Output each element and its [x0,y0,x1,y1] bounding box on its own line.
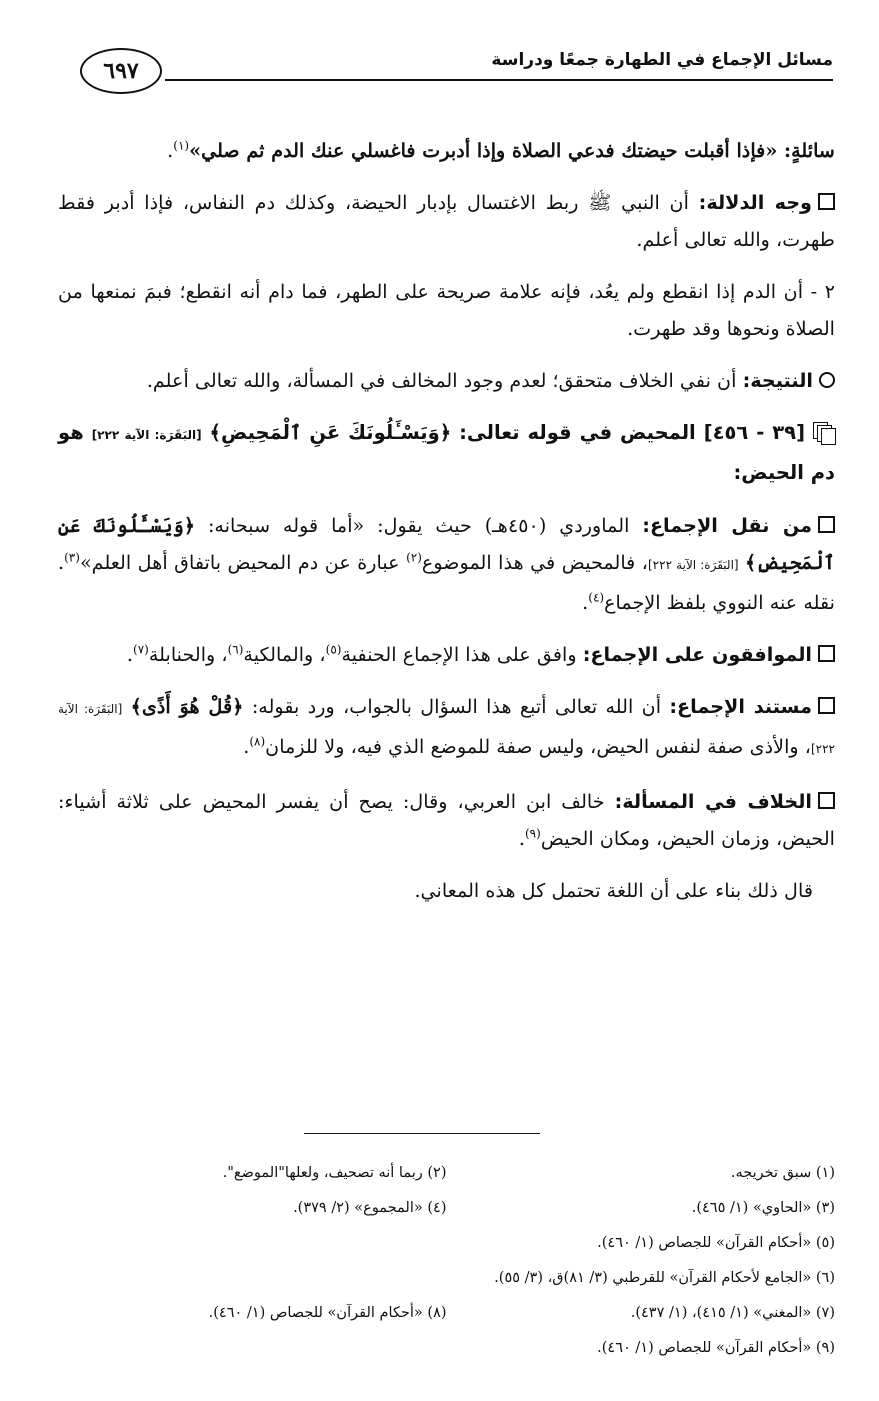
paragraph-text: أن النبي ﷺ ربط الاغتسال بإدبار الحيضة، وكذلك دم النفاس، فإذا أدبر فقط طهرت، والله تعالى أعلم. [58,191,835,251]
paragraph-text: أن نفي الخلاف متحقق؛ لعدم وجود المخالف في المسألة، والله تعالى أعلم. [146,369,737,392]
footnote-row [58,1296,835,1331]
footnote-ref: (٣) [64,550,80,565]
page-number: ٦٩٧ [80,48,162,94]
section-label: مستند الإجماع: [669,695,812,718]
footnote-row [58,1226,835,1261]
footnote-separator [304,1133,540,1134]
footnote: (٤) «المجموع» (٢/ ٣٧٩). [293,1200,447,1216]
square-bullet-icon [818,516,835,533]
footnote: (٧) «المغني» (١/ ٤١٥)، (١/ ٤٣٧). [630,1305,835,1321]
footnote-ref: (١) [173,138,190,153]
square-bullet-icon [818,792,835,809]
paragraph-evidence [58,184,835,258]
footnote: (٥) «أحكام القرآن» للجصاص (١/ ٤٦٠). [597,1235,835,1251]
footnote-ref: (٤) [588,590,605,605]
footnote: (٣) «الحاوي» (١/ ٤٦٥). [691,1200,835,1216]
verse-reference: [البَقَرَة: الآية ٢٢٢] [58,702,835,756]
footnote-ref: (٨) [249,734,266,749]
section-label: الموافقون على الإجماع: [582,643,812,666]
section-label: من نقل الإجماع: [642,514,812,537]
square-bullet-icon [818,645,835,662]
footnote-ref: (٩) [524,826,541,841]
footnote-row [58,1156,835,1191]
footnote-row [58,1191,835,1226]
paragraph-disagreement: الخلاف في المسألة: خالف ابن العربي، وقال: يصح أن يفسر المحيض على ثلاثة أشياء: الحيض، وزمان الحيض، ومكان الحيض$^{(٩)}$. [58,790,835,850]
footnote-ref: (٥) [325,642,342,657]
header-rule [165,79,833,81]
running-title: مسائل الإجماع في الطهارة جمعًا ودراسة [491,50,833,70]
paragraph-consensus-transmitter: من نقل الإجماع: الماوردي (٤٥٠هـ) حيث يقول: «أما قوله سبحانه: ﴿وَيَسْـَٔلُونَكَ عَنِ ٱلْمَحِيضِ﴾ [البَقَرَة: الآية ٢٢٢]، فالمحيض في هذا الموضوع$^{(٢)}$ عبارة عن دم المحيض باتفاق أهل العلم»$^{(٣)}$. نقله عنه النووي بلفظ الإجماع$^{(٤)}$. [58,514,835,614]
footnote-ref: (٢) [406,550,422,565]
footnote: (٢) ربما أنه تصحيف، ولعلها"الموضع". [222,1165,447,1181]
issue-heading: [٣٩ - ٤٥٦] المحيض في قوله تعالى: ﴿وَيَسْـَٔلُونَكَ عَنِ ٱلْمَحِيضِ﴾ [البَقَرَة: الآية ٢٢٢] هو دم الحيض: [58,421,835,484]
footnote: (١) سبق تخريجه. [730,1165,835,1181]
quran-verse: ﴿وَيَسْـَٔلُونَكَ عَنِ ٱلْمَحِيضِ﴾ [209,421,452,444]
paragraph-result [58,362,835,399]
paragraph-hadith: سائلةٍ: «فإذا أقبلت حيضتك فدعي الصلاة وإذا أدبرت فاغسلي عنك الدم ثم صلي»$^{(١)}$. [167,138,835,162]
paragraph-text: قال ذلك بناء على أن اللغة تحتمل كل هذه المعاني. [414,879,813,902]
paragraph-second-point [58,273,835,347]
footnote-ref: (٧) [133,642,149,657]
verse-reference: [البَقَرَة: الآية ٢٢٢] [91,428,202,442]
documents-icon [813,422,835,442]
footnotes [58,1156,835,1366]
footnote-row [58,1261,835,1296]
section-label: الخلاف في المسألة: [614,790,812,813]
hadith-text: سائلةٍ: «فإذا أقبلت حيضتك فدعي الصلاة وإذا أدبرت فاغسلي عنك الدم ثم صلي» [189,139,835,162]
footnote: (٨) «أحكام القرآن» للجصاص (١/ ٤٦٠). [208,1305,447,1321]
section-label: وجه الدلالة: [698,191,812,214]
paragraph-basis: مستند الإجماع: أن الله تعالى أتبع هذا السؤال بالجواب، ورد بقوله: ﴿قُلْ هُوَ أَذًى﴾ [البَقَرَة: الآية ٢٢٢]، والأذى صفة لنفس الحيض، وليس صفة للموضع الذي فيه، ولا للزمان$^{(٨)}$. [58,695,835,758]
footnote-ref: (٦) [227,642,244,657]
square-bullet-icon [818,193,835,210]
quran-verse: ﴿قُلْ هُوَ أَذًى﴾ [130,695,244,718]
footnote-row [58,1331,835,1366]
footnote: (٦) «الجامع لأحكام القرآن» للقرطبي (٣/ ٨١)ق، (٣/ ٥٥). [494,1270,835,1286]
page-header [80,48,833,84]
paragraph-text: ٢ - أن الدم إذا انقطع ولم يعُد، فإنه علامة صريحة على الطهر، فما دام أنه انقطع؛ فبمَ نمنعها من الصلاة ونحوها وقد طهرت. [58,280,835,340]
quran-verse: ﴿وَيَسْـَٔلُونَكَ عَنِ ٱلْمَحِيضِ﴾ [58,514,835,574]
square-bullet-icon [818,697,835,714]
circle-bullet-icon [819,372,835,388]
section-label: النتيجة: [742,369,813,392]
issue-number: [٣٩ - ٤٥٦] [703,421,806,444]
main-text [58,132,835,924]
paragraph-agreeing: الموافقون على الإجماع: وافق على هذا الإجماع الحنفية$^{(٥)}$، والمالكية$^{(٦)}$، والحنابلة$^{(٧)}$. [58,636,835,673]
paragraph-closing [58,872,835,909]
footnote: (٩) «أحكام القرآن» للجصاص (١/ ٤٦٠). [597,1340,835,1356]
verse-reference: [البَقَرَة: الآية ٢٢٢] [647,558,739,572]
